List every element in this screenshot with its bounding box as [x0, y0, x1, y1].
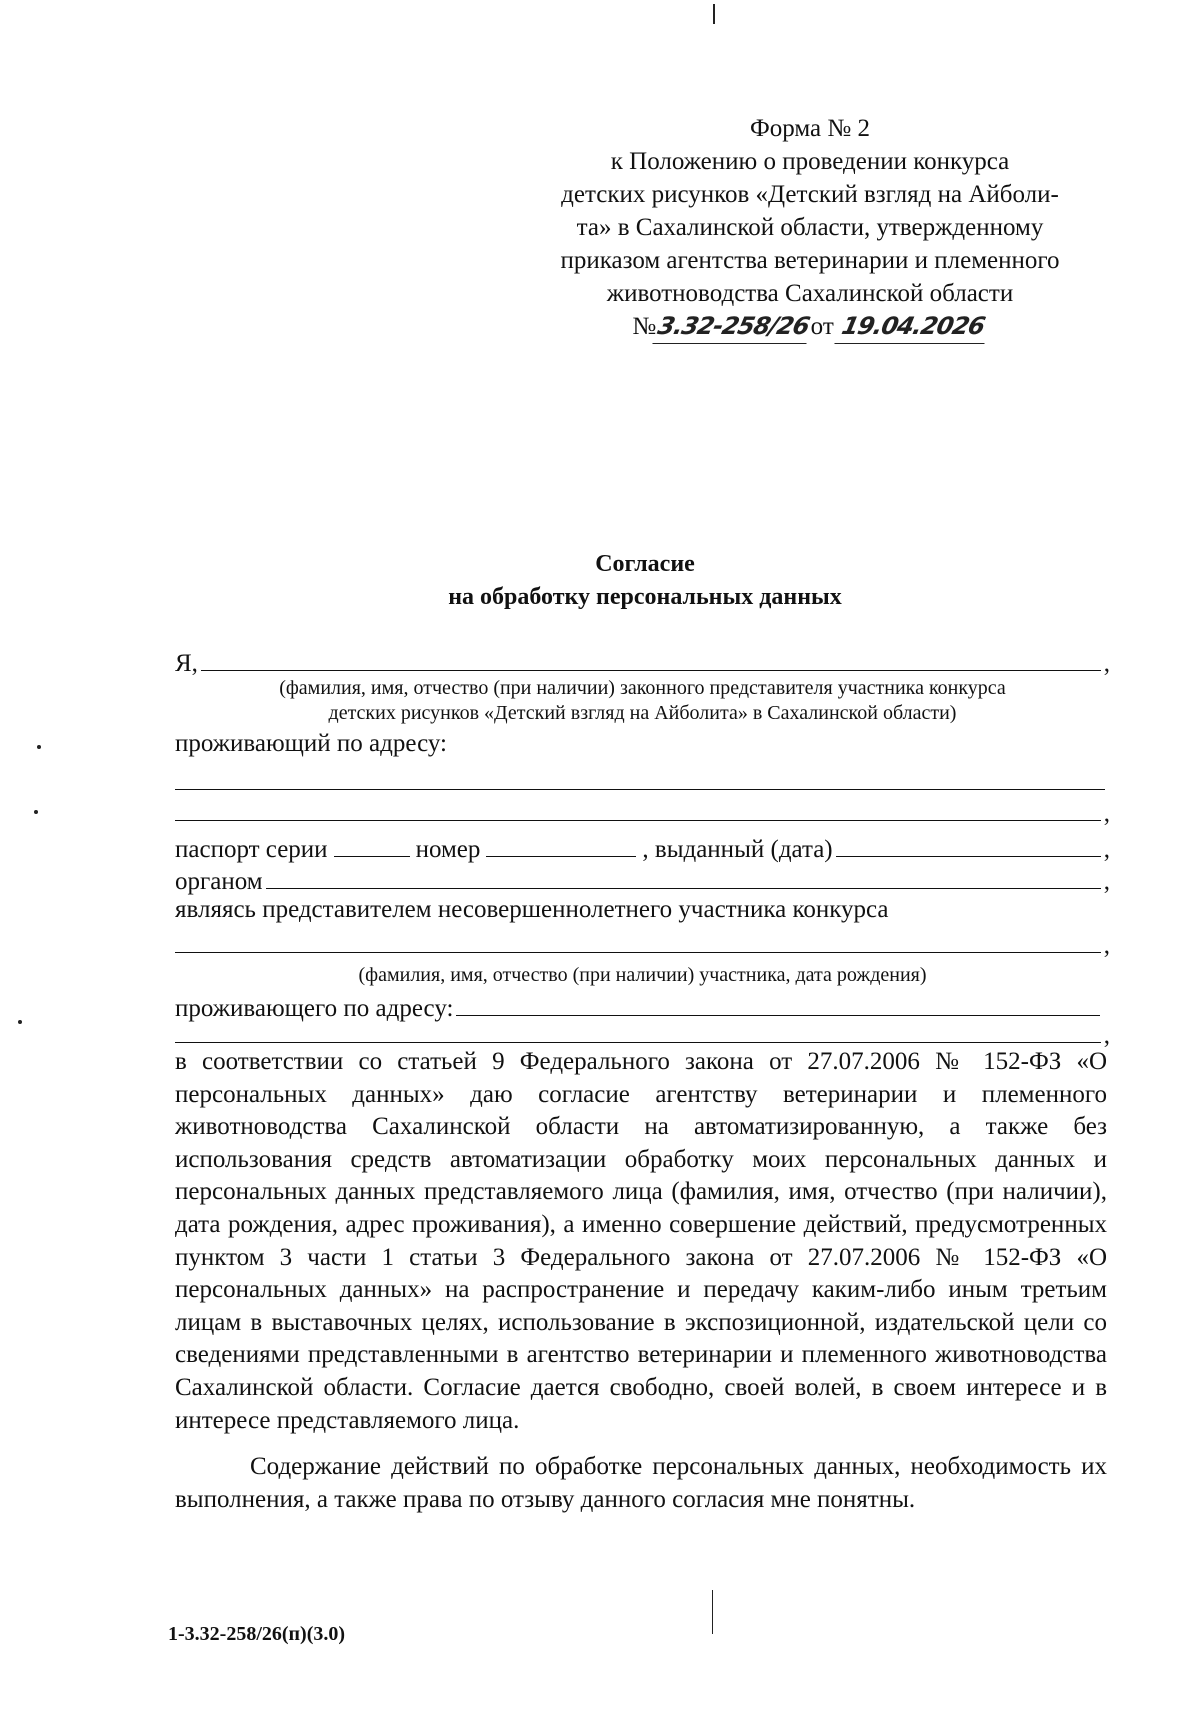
scan-dot — [34, 810, 38, 814]
participant-residing-label: проживающего по адресу: — [175, 995, 454, 1022]
comma: , — [1103, 1022, 1110, 1049]
form-number: Форма № 2 — [750, 115, 870, 142]
comma: , — [1103, 836, 1110, 863]
comma: , — [1103, 650, 1110, 677]
passport-series-field[interactable] — [334, 832, 410, 857]
handwritten-order-number: 3.32-258/26 — [653, 310, 815, 344]
header-line: та» в Сахалинской области, утвержденному — [576, 214, 1044, 241]
header-line: к Положению о проведении конкурса — [610, 148, 1010, 175]
passport-row — [175, 832, 1110, 864]
representative-name-field[interactable] — [201, 646, 1101, 671]
consent-body — [175, 1046, 1107, 1516]
passport-number-label: номер — [415, 836, 481, 863]
participant-name-field[interactable] — [175, 928, 1101, 953]
address-row-2 — [175, 796, 1110, 828]
address-field-line-1[interactable] — [175, 788, 1105, 790]
representative-statement-row — [175, 896, 1110, 924]
passport-number-field[interactable] — [486, 832, 636, 857]
order-from-label: от — [810, 313, 834, 340]
header-line: приказом агентства ветеринарии и племенного — [560, 247, 1060, 274]
scan-dot — [37, 745, 41, 749]
authority-field[interactable] — [266, 864, 1101, 889]
representative-statement: являясь представителем несовершеннолетнего участника конкурса — [175, 896, 889, 923]
address-field-line-2[interactable] — [175, 796, 1101, 821]
consent-paragraph-1: в соответствии со статьей 9 Федерального закона от 27.07.2006 № 152-ФЗ «О персональных данных» даю согласие агентству ветеринарии и племенного животноводства Сахалинской области на автоматизированную, а также без использования средств автоматизации обработку моих персональных данных и персональных данных представляемого лица (фамилия, имя, отчество (при наличии), дата рождения, адрес проживания), а именно совершение действий, предусмотренных пунктом 3 части 1 статьи 3 Федерального закона от 27.07.2006 № 152-ФЗ «О персональных данных» на распространение и передачу каким-либо иным третьим лицам в выставочных целях, использование в экспозиционной, издательской цели со сведениями представленными в агентство ветеринарии и племенного животноводства Сахалинской области. Согласие дается свободно, своей волей, в своем интересе и в интересе представляемого лица. — [175, 1048, 1107, 1434]
scan-mark-bottom — [712, 1590, 713, 1634]
i-label: Я, — [175, 650, 198, 677]
issued-date-label: , выданный (дата) — [642, 836, 833, 863]
participant-address-field-2[interactable] — [175, 1018, 1101, 1043]
comma: , — [1103, 868, 1110, 895]
comma: , — [1103, 932, 1110, 959]
document-code: 1-3.32-258/26(п)(3.0) — [168, 1623, 346, 1645]
authority-row — [175, 864, 1110, 896]
representative-name-row — [175, 646, 1110, 678]
document-title — [0, 548, 1200, 614]
issued-date-field[interactable] — [836, 832, 1101, 857]
residing-label: проживающий по адресу: — [175, 730, 447, 757]
handwritten-order-date: 19.04.2026 — [834, 310, 991, 344]
consent-paragraph-2: Содержание действий по обработке персональных данных, необходимость их выполнения, а также права по отзыву данного согласия мне понятны. — [175, 1453, 1107, 1513]
comma: , — [1103, 800, 1110, 827]
form-header — [520, 112, 1100, 344]
residing-row — [175, 730, 1110, 758]
representative-caption — [175, 676, 1110, 726]
caption-line: (фамилия, имя, отчество (при наличии) законного представителя участника конкурса — [279, 677, 1006, 699]
participant-caption — [175, 963, 1110, 988]
passport-series-label: паспорт серии — [175, 836, 328, 863]
order-reference — [520, 310, 1100, 344]
header-line: детских рисунков «Детский взгляд на Айболи- — [561, 181, 1059, 208]
header-line: животноводства Сахалинской области — [606, 280, 1014, 307]
authority-label: органом — [175, 868, 263, 895]
participant-address-field-1[interactable] — [456, 991, 1100, 1016]
participant-name-row — [175, 928, 1110, 960]
scan-mark-top — [713, 4, 715, 24]
scan-dot — [18, 1020, 22, 1024]
caption-line: (фамилия, имя, отчество (при наличии) участника, дата рождения) — [358, 964, 927, 986]
title-line-1: Согласие — [595, 551, 695, 577]
order-number-prefix: № — [632, 313, 657, 340]
caption-line: детских рисунков «Детский взгляд на Айболита» в Сахалинской области) — [328, 702, 957, 724]
title-line-2: на обработку персональных данных — [448, 584, 842, 610]
